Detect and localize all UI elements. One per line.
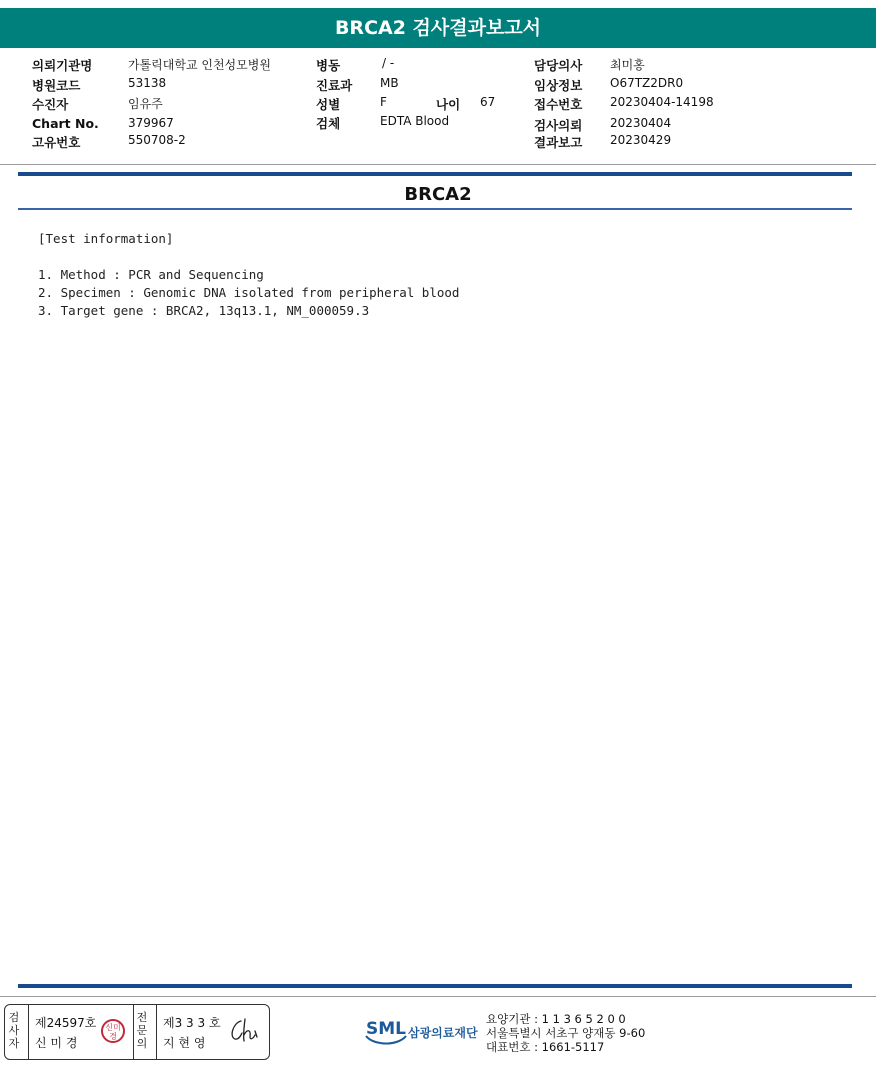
signature-image (227, 1015, 263, 1047)
patient-info (0, 52, 876, 162)
box-divider (156, 1005, 157, 1059)
label-specimen: 검체 (316, 116, 341, 131)
label-test-request: 검사의뢰 (534, 118, 583, 133)
value-sex: F (380, 95, 387, 109)
institute-info (486, 1012, 645, 1054)
value-clinical-info: O67TZ2DR0 (610, 76, 684, 90)
section-title: BRCA2 (404, 184, 472, 205)
institute-phone: 대표번호 : 1661-5117 (486, 1040, 605, 1054)
label-department: 진료과 (316, 78, 353, 93)
text-line: 1. Method : PCR and Sequencing (38, 267, 264, 282)
report-title: BRCA2 검사결과보고서 (0, 8, 876, 48)
label-hospital-code: 병원코드 (32, 78, 81, 93)
specialist-label: 전문의 (136, 1011, 148, 1050)
footer-divider (0, 996, 876, 997)
text-line: 3. Target gene : BRCA2, 13q13.1, NM_000059.3 (38, 303, 370, 318)
specialist-name: 지 현 영 (163, 1036, 206, 1050)
value-specimen: EDTA Blood (380, 114, 450, 128)
signature-box (4, 1004, 270, 1060)
label-unique-number: 고유번호 (32, 135, 81, 150)
section-bottom-rule (18, 208, 852, 210)
examiner-name: 신 미 경 (35, 1036, 78, 1050)
label-clinical-info: 임상정보 (534, 78, 583, 93)
specialist-number: 제3 3 3 호 (163, 1016, 221, 1030)
examiner-vertical-label (8, 1011, 22, 1050)
label-result-report: 결과보고 (534, 135, 583, 150)
examiner-label: 검사자 (8, 1011, 20, 1050)
examiner-number: 제24597호 (35, 1016, 97, 1030)
value-patient: 임유주 (128, 97, 163, 111)
value-doctor: 최미홍 (610, 58, 645, 72)
text-line (38, 248, 459, 266)
value-result-report: 20230429 (610, 133, 672, 147)
test-information (38, 230, 459, 320)
label-doctor: 담당의사 (534, 58, 583, 73)
institute-address: 서울특별시 서초구 양재동 9-60 (486, 1026, 646, 1040)
specialist-vertical-label (136, 1011, 150, 1050)
text-line: [Test information] (38, 231, 174, 246)
value-receipt-number: 20230404-14198 (610, 95, 714, 109)
sml-logo (364, 1012, 408, 1052)
label-receipt-number: 접수번호 (534, 97, 583, 112)
footer-top-rule (18, 984, 852, 988)
label-patient: 수진자 (32, 97, 69, 112)
examiner-stamp: 신미경 (101, 1019, 125, 1043)
value-requesting-institution: 가톨릭대학교 인천성모병원 (128, 58, 271, 72)
value-ward: / - (382, 56, 395, 70)
value-unique-number: 550708-2 (128, 133, 186, 147)
institute-code: 요양기관 : 1 1 3 6 5 2 0 0 (486, 1012, 626, 1026)
value-chart-no: 379967 (128, 116, 174, 130)
institute-name: 삼광의료재단 (408, 1026, 478, 1040)
box-divider (28, 1005, 29, 1059)
label-chart-no: Chart No. (32, 116, 99, 131)
label-requesting-institution: 의뢰기관명 (32, 58, 93, 73)
text-line: 2. Specimen : Genomic DNA isolated from peripheral blood (38, 285, 460, 300)
label-sex: 성별 (316, 97, 341, 112)
box-divider (133, 1005, 134, 1059)
label-ward: 병동 (316, 58, 341, 73)
value-test-request: 20230404 (610, 116, 672, 130)
logo-text: SML (366, 1019, 406, 1039)
header-divider (0, 164, 876, 165)
value-department: MB (380, 76, 399, 90)
section-top-rule (18, 172, 852, 176)
value-age: 67 (480, 95, 496, 109)
label-age: 나이 (436, 97, 461, 112)
value-hospital-code: 53138 (128, 76, 167, 90)
sml-logo-icon (364, 1012, 408, 1048)
